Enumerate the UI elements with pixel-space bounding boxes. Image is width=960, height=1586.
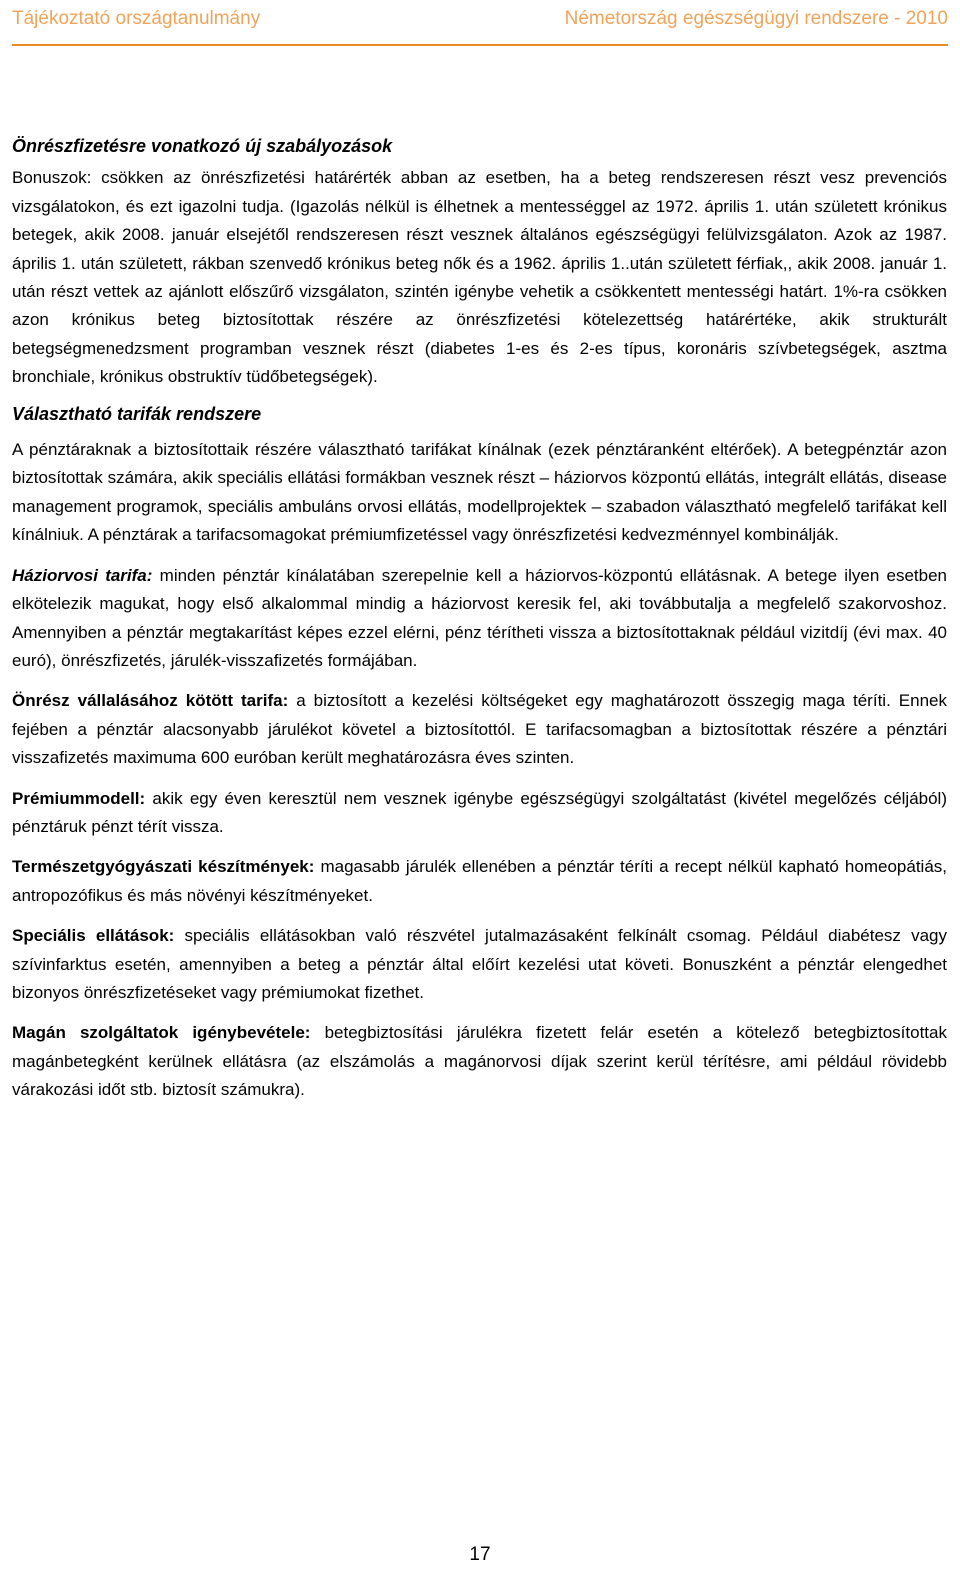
tariff-paragraph-premium-model <box>12 785 947 842</box>
section-heading-optional-tariffs: Választható tarifák rendszere <box>12 403 262 424</box>
bonus-paragraph: Bonuszok: csökken az önrészfizetési határérték abban az esetben, ha a beteg rendszeresen részt vesz prevenciós vizsgálatokon, és ezt igazolni tudja. (Igazolás nélkül is élhetnek a mentességgel az 1972. április 1. után született krónikus betegek, akik 2008. január elsejétől rendszeresen részt vesznek általános egészségügyi felülvizsgálaton. Azok az 1987. április 1. után született, rákban szenvedő krónikus beteg nők és a 1962. április 1..után született férfiak,, akik 2008. január 1. után részt vettek az ajánlott előszűrő vizsgálaton, szintén igénybe vehetik a csökkentett mentességi határt. 1%-ra csökken azon krónikus beteg biztosítottak részére az önrészfizetési kötelezettség határértéke, akik strukturált betegségmenedzsment programban vesznek részt (diabetes 1-es és 2-es típus, koronáris szívbetegségek, asztma bronchiale, krónikus obstruktív tüdőbetegségek). <box>12 168 947 387</box>
tariffs-intro-paragraph: A pénztáraknak a biztosítottaik részére választható tarifákat kínálnak (ezek pénztáranként eltérőek). A betegpénztár azon biztosítottak számára, akik speciális ellátási formákban vesznek részt – háziorvos központú ellátás, integrált ellátás, disease management programok, speciális ambuláns orvosi ellátás, modellprojektek – szabadon választható megfelelő tarifákat kell kínálniuk. A pénztárak a tarifacsomagokat prémiumfizetéssel vagy önrészfizetési kedvezménnyel kombinálják. <box>12 440 947 545</box>
tariff-description: magasabb járulék ellenében a pénztár téríti a recept nélkül kapható homeopátiás, antropozófikus és más növényi készítményeket. <box>12 857 947 905</box>
tariff-term: Háziorvosi tarifa: <box>12 565 153 585</box>
page-number: 17 <box>469 1544 491 1565</box>
tariff-term: Speciális ellátások: <box>12 926 175 946</box>
tariff-term: Természetgyógyászati készítmények: <box>12 857 315 877</box>
document-body <box>12 132 947 1117</box>
tariff-description: speciális ellátásokban való részvétel jutalmazásaként felkínált csomag. Például diabétesz vagy szívinfarktus esetén, amennyiben a beteg a pénztár által előírt kezelési utat követi. Bonuszként a pénztár elengedhet bizonyos önrészfizetéseket vagy prémiumokat fizethet. <box>12 926 947 1002</box>
tariff-term: Prémiummodell: <box>12 788 146 808</box>
tariff-paragraph-naturopathy <box>12 853 947 910</box>
tariff-paragraph-special-care <box>12 922 947 1007</box>
header-document-type: Tájékoztató országtanulmány <box>12 8 261 29</box>
tariff-description: betegbiztosítási járulékra fizetett felár esetén a kötelező betegbiztosítottak magánbetegként kerülnek ellátásra (az elszámolás a magánorvosi díjak szerint kerül térítésre, ami például rövidebb várakozási időt stb. biztosít számukra). <box>12 1023 947 1100</box>
tariff-description: akik egy éven keresztül nem vesznek igénybe egészségügyi szolgáltatást (kivétel megelőzés céljából) pénztáruk pénzt térít vissza. <box>12 788 947 836</box>
page-header <box>12 4 948 46</box>
tariff-description: minden pénztár kínálatában szerepelnie kell a háziorvos-központú ellátásnak. A betege ilyen esetben elkötelezik magukat, hogy első alkalommal mindig a háziorvost keresik fel, aki továbbutalja a megfelelő szakorvoshoz. Amennyiben a pénztár megtakarítást képes ezzel elérni, pénz térítheti vissza a biztosítottaknak például vizitdíj (évi max. 40 euró), önrészfizetés, járulék-visszafizetés formájában. <box>12 565 947 670</box>
header-document-title: Németország egészségügyi rendszere - 2010 <box>564 8 948 29</box>
tariff-paragraph-private-providers <box>12 1019 947 1104</box>
tariff-description: a biztosított a kezelési költségeket egy maghatározott összegig maga téríti. Ennek fejében a pénztár alacsonyabb járulékot követel a biztosítottól. E tarifacsomagban a biztosítottak részére a pénztári visszafizetés maximuma 600 euróban került meghatározásra éves szinten. <box>12 691 947 768</box>
tariff-term: Önrész vállalásához kötött tarifa: <box>12 691 289 711</box>
section-heading-copayment-rules: Önrészfizetésre vonatkozó új szabályozások <box>12 136 393 156</box>
tariff-paragraph-gp <box>12 562 947 676</box>
tariff-paragraph-deductible <box>12 687 947 772</box>
tariff-term: Magán szolgáltatok igénybevétele: <box>12 1023 311 1043</box>
